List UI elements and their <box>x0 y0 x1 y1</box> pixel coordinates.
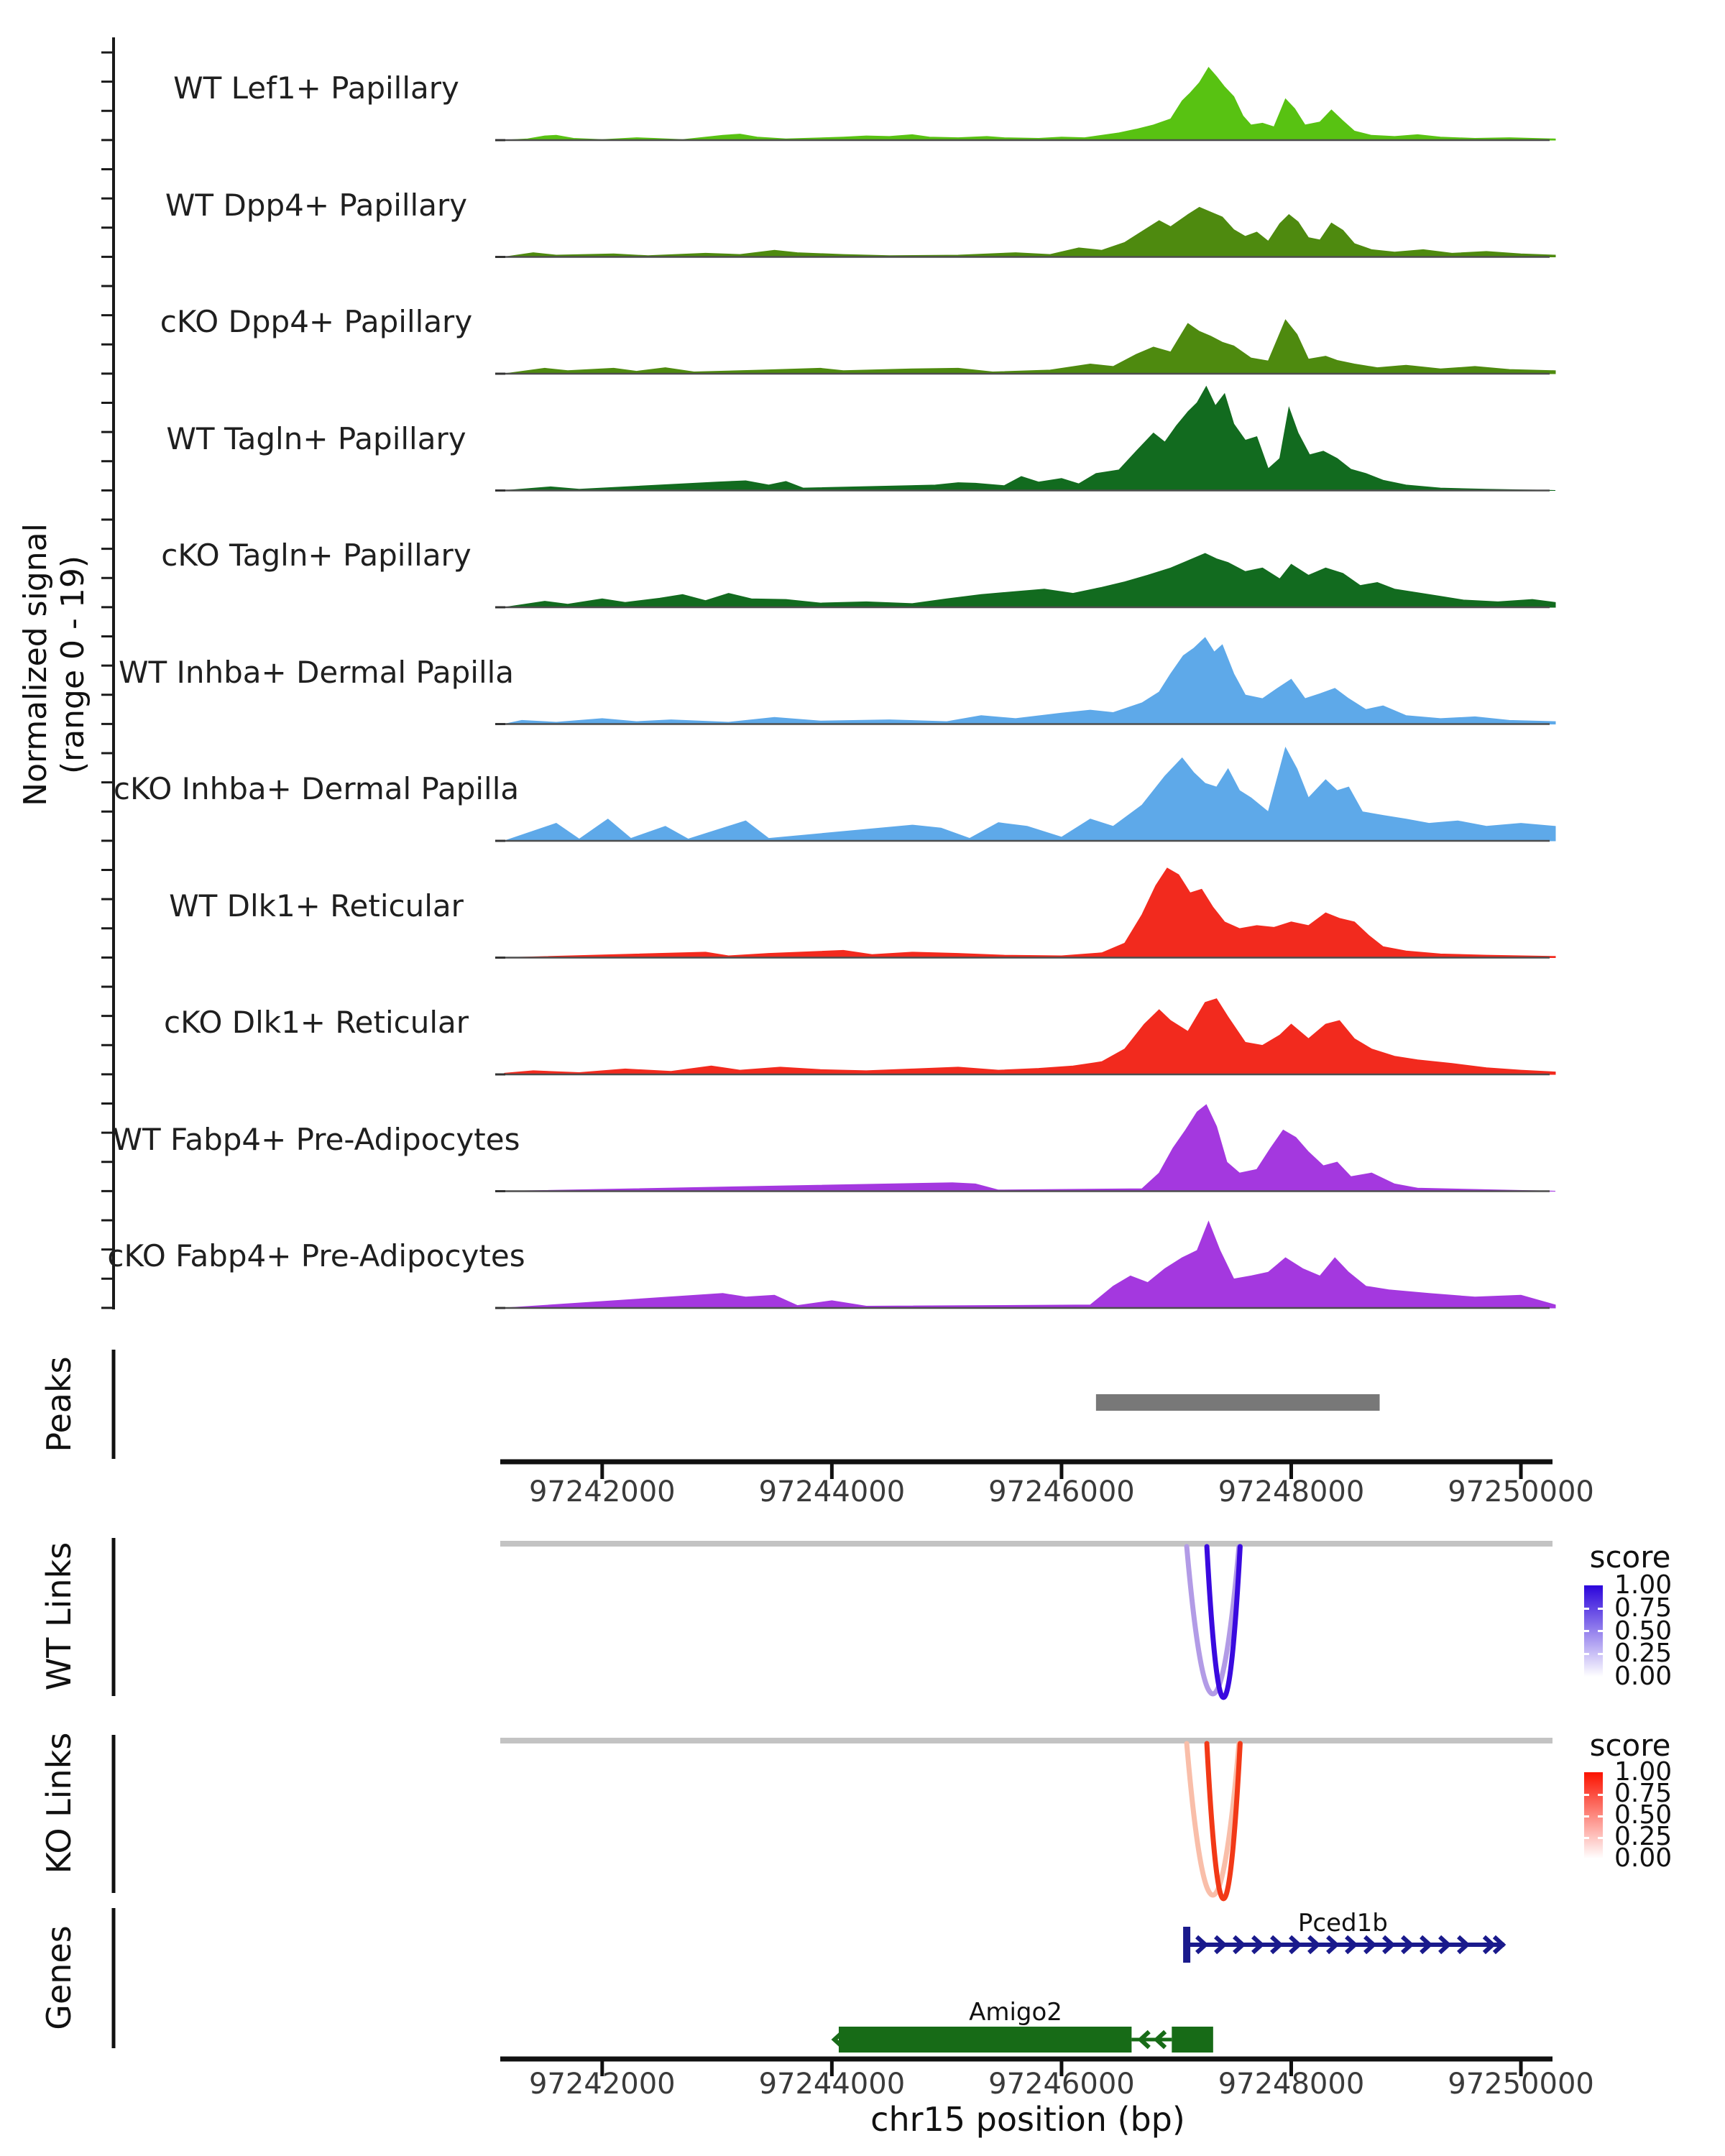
mid-x-tick-label-2: 97246000 <box>988 1475 1135 1508</box>
ko-score-tick-100: 1.00 <box>1614 1757 1673 1787</box>
signal-y-axis-label-line1: Normalized signal <box>17 523 54 806</box>
ko-score-tick-050: 0.50 <box>1614 1800 1673 1830</box>
track-label-8: WT Dlk1+ Reticular <box>169 888 464 923</box>
wt-score-tick-075: 0.75 <box>1614 1593 1673 1623</box>
track-label-7: cKO Inhba+ Dermal Papilla <box>113 771 520 806</box>
gene-exon-amigo2-2 <box>1172 2027 1213 2053</box>
mid-x-tick-label-1: 97244000 <box>758 1475 906 1508</box>
signal-y-axis-label-line2: (range 0 - 19) <box>55 555 91 775</box>
wt-score-legend-title: score <box>1589 1539 1671 1575</box>
peak-bar <box>1096 1394 1380 1411</box>
ko-links-section-label: KO Links <box>40 1732 78 1874</box>
wt-score-gradient-bar <box>1584 1585 1603 1677</box>
ko-score-tick-000: 0.00 <box>1614 1843 1673 1873</box>
track-label-4: WT Tagln+ Papillary <box>166 420 466 456</box>
bottom-x-tick-label-3: 97248000 <box>1218 2068 1365 2101</box>
bottom-x-tick-label-0: 97242000 <box>529 2068 676 2101</box>
coverage-area-1 <box>505 68 1555 140</box>
peaks-section-label: Peaks <box>40 1356 78 1452</box>
ko-score-gradient-bar <box>1584 1772 1603 1858</box>
coverage-area-8 <box>505 868 1555 958</box>
track-label-6: WT Inhba+ Dermal Papilla <box>118 654 515 690</box>
coverage-area-3 <box>505 320 1555 374</box>
genes-section-label: Genes <box>40 1925 78 2030</box>
track-label-2: WT Dpp4+ Papillary <box>165 187 468 223</box>
track-label-10: WT Fabp4+ Pre-Adipocytes <box>112 1121 520 1157</box>
coverage-area-5 <box>505 553 1555 607</box>
bottom-x-tick-label-2: 97246000 <box>988 2068 1135 2101</box>
track-label-1: WT Lef1+ Papillary <box>173 70 459 106</box>
coverage-area-6 <box>505 637 1555 724</box>
track-label-9: cKO Dlk1+ Reticular <box>164 1005 469 1040</box>
gene-tss-bar-pced1b <box>1183 1927 1190 1963</box>
coverage-area-2 <box>505 207 1555 257</box>
track-label-3: cKO Dpp4+ Papillary <box>160 304 473 339</box>
mid-x-tick-label-3: 97248000 <box>1218 1475 1365 1508</box>
bottom-x-tick-label-4: 97250000 <box>1448 2068 1594 2101</box>
wt-score-tick-100: 1.00 <box>1614 1570 1673 1600</box>
mid-x-tick-label-0: 97242000 <box>529 1475 676 1508</box>
ko-score-legend-title: score <box>1589 1728 1671 1763</box>
coverage-area-11 <box>505 1222 1555 1308</box>
mid-x-tick-label-4: 97250000 <box>1448 1475 1594 1508</box>
wt-links-section-label: WT Links <box>40 1542 78 1691</box>
track-label-11: cKO Fabp4+ Pre-Adipocytes <box>107 1238 525 1273</box>
wt-score-tick-025: 0.25 <box>1614 1639 1673 1668</box>
coverage-area-7 <box>505 747 1555 841</box>
coverage-area-4 <box>505 387 1555 491</box>
ko-score-tick-075: 0.75 <box>1614 1779 1673 1808</box>
wt-score-tick-000: 0.00 <box>1614 1662 1673 1691</box>
signal-y-axis-label <box>17 523 92 806</box>
x-axis-title: chr15 position (bp) <box>870 2100 1185 2139</box>
gene-label-pced1b: Pced1b <box>1297 1909 1388 1938</box>
coverage-area-10 <box>505 1105 1555 1191</box>
bottom-x-tick-label-1: 97244000 <box>758 2068 906 2101</box>
coverage-area-9 <box>505 999 1555 1074</box>
gene-label-amigo2: Amigo2 <box>969 1998 1062 2027</box>
track-label-5: cKO Tagln+ Papillary <box>161 538 472 573</box>
wt-score-tick-050: 0.50 <box>1614 1616 1673 1646</box>
gene-exon-amigo2-1 <box>839 2027 1131 2053</box>
ko-score-tick-025: 0.25 <box>1614 1822 1673 1851</box>
